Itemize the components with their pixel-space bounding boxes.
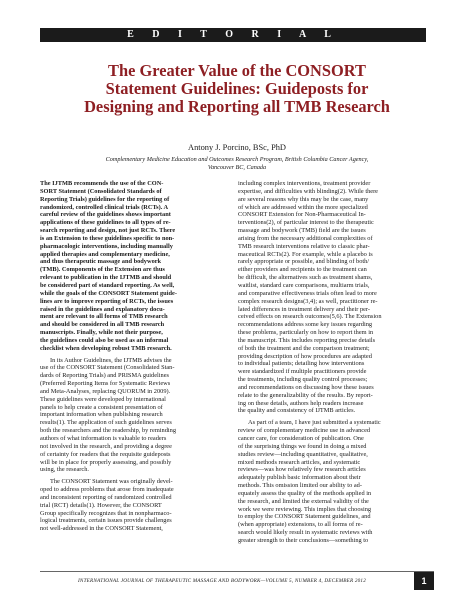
text-line: recommendations address some key issues regarding	[238, 321, 373, 329]
text-line: panels to help create a consistent presentation of	[40, 403, 163, 411]
text-line: lines are to improve reporting of RCTs, the issues	[40, 297, 174, 305]
text-line: and should be considered in all TMB research	[40, 321, 165, 329]
text-line: the guidelines could also be used as an informal	[40, 336, 169, 344]
text-line: Reporting Trials) guidelines for the reporting of	[40, 195, 170, 203]
text-line: of certainty for readers that the requisite guideposts	[40, 450, 171, 458]
text-line: greater strength to their conclusions—something to	[238, 536, 369, 544]
text-line: ment are relevant to all forms of TMB research	[40, 313, 168, 321]
paragraph	[238, 419, 434, 545]
page-number: 1	[414, 572, 434, 590]
text-line: important information when publishing research	[40, 411, 163, 419]
text-line: (Preferred Reporting Items for Systematic Reviews	[40, 380, 171, 388]
text-line: studies review—including quantitative, qualitative,	[238, 450, 368, 458]
text-line: authors of what information is valuable to readers	[40, 435, 167, 442]
text-line: These guidelines were developed by international	[40, 395, 166, 403]
text-line: manuscripts. Finally, while not their purpose,	[40, 329, 163, 337]
text-line: either providers and recipients to the treatment can	[238, 266, 367, 274]
text-line: use of the CONSORT Statement (Consolidated Stan-	[40, 364, 175, 372]
text-line: cancer care, for consideration of publication. One	[238, 435, 364, 442]
text-line: and thus therapeutic massage and bodywork	[40, 258, 162, 266]
text-line: of the surprising things we found in doing a mixed	[238, 442, 367, 450]
text-line: search reporting and design, not just RCTs. There	[40, 227, 176, 235]
article-title	[40, 62, 434, 116]
text-line: be difficult, the alternatives such as treatment shams,	[238, 274, 373, 282]
text-line: using, the research.	[40, 466, 89, 474]
text-line: providing description of how procedures are adapted	[238, 352, 372, 360]
text-line: In its Author Guidelines, the IJTMB advises the	[50, 356, 172, 364]
paragraph	[238, 180, 434, 415]
author-affiliation	[40, 156, 434, 172]
text-line: of which are addressed within the more specialized	[238, 203, 368, 211]
text-line: careful review of the guidelines shows important	[40, 211, 171, 219]
text-line: dards of Reporting Trials) and PRISMA guidelines	[40, 372, 169, 380]
text-line: and Meta-Analyses, replacing QUORUM in 2009).	[40, 387, 171, 395]
text-line: arising from the necessary additional complexities of	[238, 234, 373, 242]
text-line: trial (RCT) details(1). However, the CONSORT	[40, 501, 162, 509]
journal-footer: INTERNATIONAL JOURNAL OF THERAPEUTIC MASSAGE AND BODYWORK—VOLUME 5, NUMBER 4, DECEMBER 2012	[77, 578, 367, 584]
text-line: logical treatments, certain issues provide challenges	[40, 517, 172, 525]
right-text-column	[238, 180, 434, 549]
text-line: were standardized if multiple practitioners provide	[238, 368, 367, 376]
paragraph	[40, 180, 230, 353]
text-line: The CONSORT Statement was originally devel-	[50, 478, 173, 486]
text-line: are several reasons why this may be the case, many	[238, 195, 369, 203]
text-line: As part of a team, I have just submitted a systematic	[248, 419, 381, 427]
text-line: both the researchers and the readership, by reminding	[40, 427, 176, 435]
text-line: (when appropriate) extensions, to all forms of re-	[238, 521, 363, 529]
text-line: terventions(2), of particular interest to the therapeutic	[238, 219, 374, 227]
text-line: these problems, particularly on how to report them in	[238, 329, 374, 337]
text-line: relate to the generalizability of the results. By report-	[238, 391, 373, 399]
text-line: adequately publish basic information about their	[238, 474, 361, 482]
text-line: search would likely result in systematic reviews with	[238, 529, 373, 537]
text-line: complex research designs(3,4); as well, practitioner re-	[238, 297, 378, 305]
footer-divider	[40, 571, 434, 572]
text-line: waitlist, standard care comparisons, multiarm trials,	[238, 281, 370, 289]
text-line: to employ the CONSORT Statement guidelines, and	[238, 513, 371, 521]
text-line: equately assess the quality of the methods applied in	[238, 489, 372, 497]
text-line: checklist when developing robust TMB research.	[40, 344, 172, 352]
text-line: raised in the guidelines and explanatory docu-	[40, 305, 165, 313]
text-line: CONSORT Extension for Non-Pharmaceutical In-	[238, 211, 366, 219]
text-line: randomized, controlled clinical trials (RCTs). A	[40, 203, 169, 211]
text-line: results(1). The application of such guidelines serves	[40, 419, 172, 427]
text-line: rarely appropriate or possible, and blinding of both/	[238, 258, 370, 266]
text-line: review of complementary medicine use in advanced	[238, 427, 371, 435]
text-line: the research, and limited the external validity of the	[238, 497, 369, 505]
text-line: including complex interventions, treatment provider	[238, 180, 371, 187]
text-line: while the goals of the CONSORT Statement guide-	[40, 289, 177, 297]
author-byline: Antony J. Porcino, BSc, PhD	[188, 143, 286, 152]
text-line: the manuscript. This includes reporting precise details	[238, 336, 376, 344]
affiliation-line: Vancouver BC, Canada	[207, 164, 267, 171]
text-line: SORT Statement (Consolidated Standards of	[40, 187, 162, 195]
text-line: is an Extension to these guidelines specific to non-	[40, 234, 175, 242]
text-line: massage and bodywork (TMB) field are the issues	[238, 227, 366, 235]
text-line: lated differences in treatment delivery and their per-	[238, 305, 371, 313]
text-line: not involved in the research, and providing a degree	[40, 442, 172, 450]
text-line: to individual patients; detailing how interventions	[238, 360, 365, 368]
title-line: Statement Guidelines: Guideposts for	[105, 79, 369, 98]
text-line: and recommendations on discussing how these issues	[238, 383, 374, 391]
paragraph	[40, 478, 230, 533]
text-line: TMB research interventions relative to classic phar-	[238, 242, 370, 250]
text-line: and inconsistent reporting of randomized controlled	[40, 493, 172, 501]
text-line: applied therapies and complementary medicine,	[40, 250, 170, 258]
section-banner: E D I T O R I A L	[40, 28, 426, 42]
text-line: and comparative effectiveness trials often lead to more	[238, 289, 377, 297]
paragraph	[40, 357, 230, 475]
text-line: methods. This omission limited our ability to ad-	[238, 482, 362, 490]
text-line: pharmacologic interventions, including manually	[40, 242, 173, 250]
text-line: oped to address problems that arose from inadequate	[40, 486, 174, 494]
text-line: will be in place for properly assessing, and possibly	[40, 458, 172, 466]
text-line: applications of these guidelines to all types of re-	[40, 219, 171, 227]
text-line: of both the treatment and the comparison treatment;	[238, 344, 370, 352]
text-line: The IJTMB recommends the use of the CON-	[40, 180, 164, 187]
text-line: work we were reviewing. This implies that choosing	[238, 505, 372, 513]
text-line: not well-addressed in the CONSORT Statement,	[40, 525, 163, 533]
text-line: expertise, and difficulties with blinding(2). While there	[238, 187, 378, 195]
text-line: reviews—was how relatively few research articles	[238, 466, 366, 474]
text-line: ing on these details, authors help readers increase	[238, 399, 364, 407]
text-line: be considered part of standard reporting. As well,	[40, 281, 175, 289]
text-line: the treatments, including quality control processes;	[238, 376, 368, 384]
text-line: relevant to publication in the IJTMB and should	[40, 274, 172, 282]
text-line: (TMB). Components of the Extension are thus	[40, 266, 165, 274]
affiliation-line: Complementary Medicine Education and Outcomes Research Program, British Columbia Cancer Agency,	[105, 156, 369, 163]
text-line: maceutical RCTs(2). For example, while a placebo is	[238, 250, 373, 258]
text-line: the quality and consistency of IJTMB articles.	[238, 407, 356, 415]
text-line: mixed methods research articles, and systematic	[238, 458, 361, 466]
left-text-column	[40, 180, 230, 537]
text-line: ceived effects on research outcomes(5,6). The Extension	[238, 313, 382, 321]
title-line: Designing and Reporting all TMB Research	[84, 97, 390, 116]
text-line: Group specifically recognizes that in nonpharmaco-	[40, 509, 172, 517]
title-line: The Greater Value of the CONSORT	[108, 61, 366, 80]
